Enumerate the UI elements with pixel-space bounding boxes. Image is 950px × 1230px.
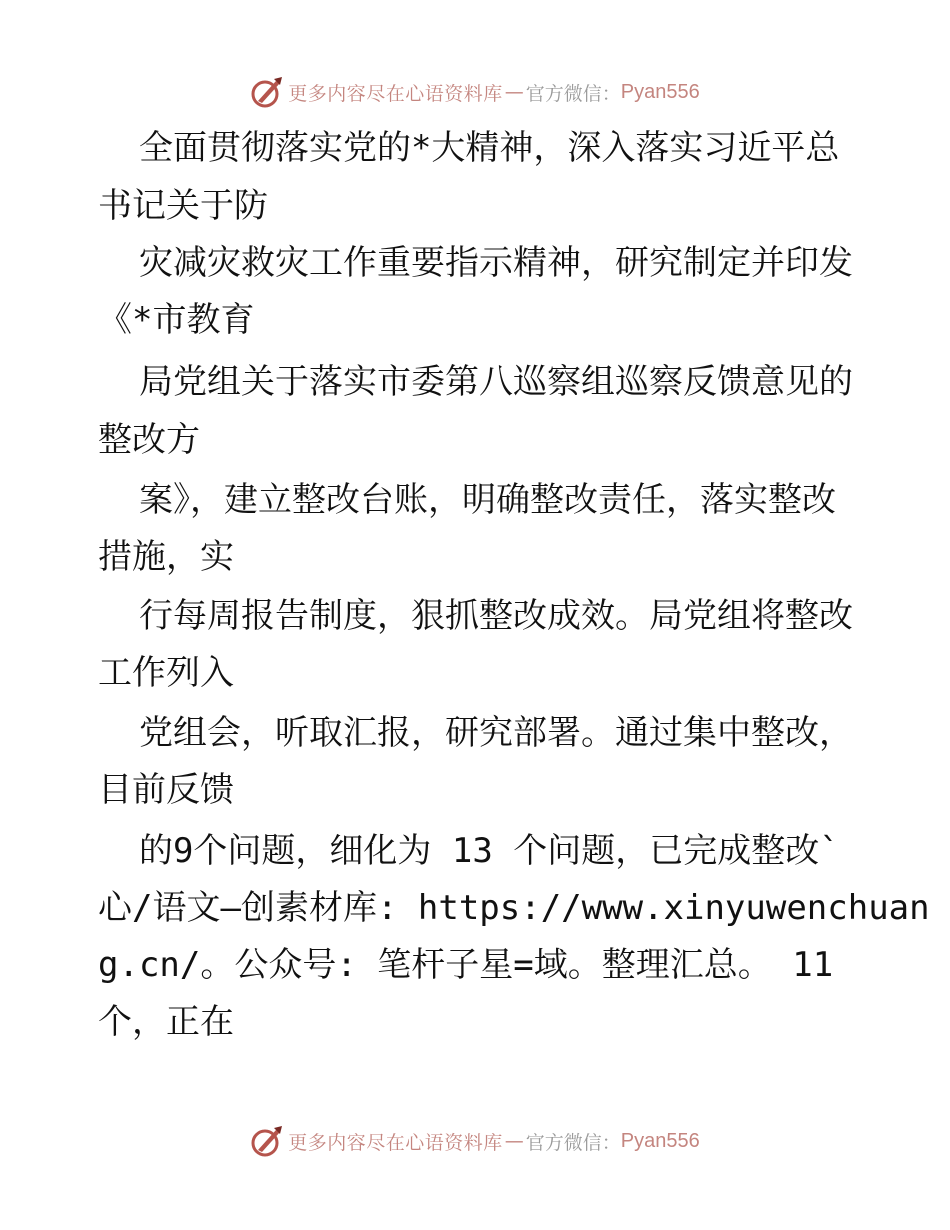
- footer-wechat-label: 官方微信：: [525, 1131, 621, 1154]
- footer-banner-separator: —: [504, 1130, 524, 1152]
- header-wechat-label: 官方微信：: [525, 82, 621, 105]
- body-line: 书记关于防: [98, 186, 268, 226]
- body-line: 措施，实: [98, 537, 234, 577]
- body-line: g.cn/。公众号: 笔杆子星=域。整理汇总。 11: [98, 945, 834, 985]
- body-line: 的9个问题，细化为 13 个问题，已完成整改`: [98, 831, 840, 871]
- header-wechat-id: Pyan556: [620, 80, 700, 103]
- footer-banner: [0, 1121, 950, 1161]
- body-line: 工作列入: [98, 653, 234, 693]
- body-line: 心/语文—创素材库: https://www.xinyuwenchuan: [98, 888, 930, 928]
- body-line: 行每周报告制度，狠抓整改成效。局党组将整改: [98, 596, 853, 636]
- body-line: 党组会，听取汇报，研究部署。通过集中整改，: [98, 713, 853, 753]
- header-banner-text: 更多内容尽在心语资料库: [288, 82, 503, 105]
- body-line: 《*市教育: [98, 300, 255, 340]
- body-line: 个，正在: [98, 1002, 234, 1042]
- body-line: 局党组关于落实市委第八巡察组巡察反馈意见的: [98, 362, 853, 402]
- body-line: 目前反馈: [98, 770, 234, 810]
- footer-wechat-id: Pyan556: [620, 1129, 700, 1152]
- body-line: 整改方: [98, 420, 200, 460]
- body-line: 案》，建立整改台账，明确整改责任，落实整改: [98, 480, 836, 520]
- feather-pen-logo-icon: [250, 1124, 284, 1158]
- body-line: 全面贯彻落实党的*大精神，深入落实习近平总: [98, 128, 840, 168]
- body-line: 灾减灾救灾工作重要指示精神，研究制定并印发: [98, 243, 853, 283]
- header-banner-separator: —: [504, 81, 524, 103]
- footer-banner-text: 更多内容尽在心语资料库: [288, 1131, 503, 1154]
